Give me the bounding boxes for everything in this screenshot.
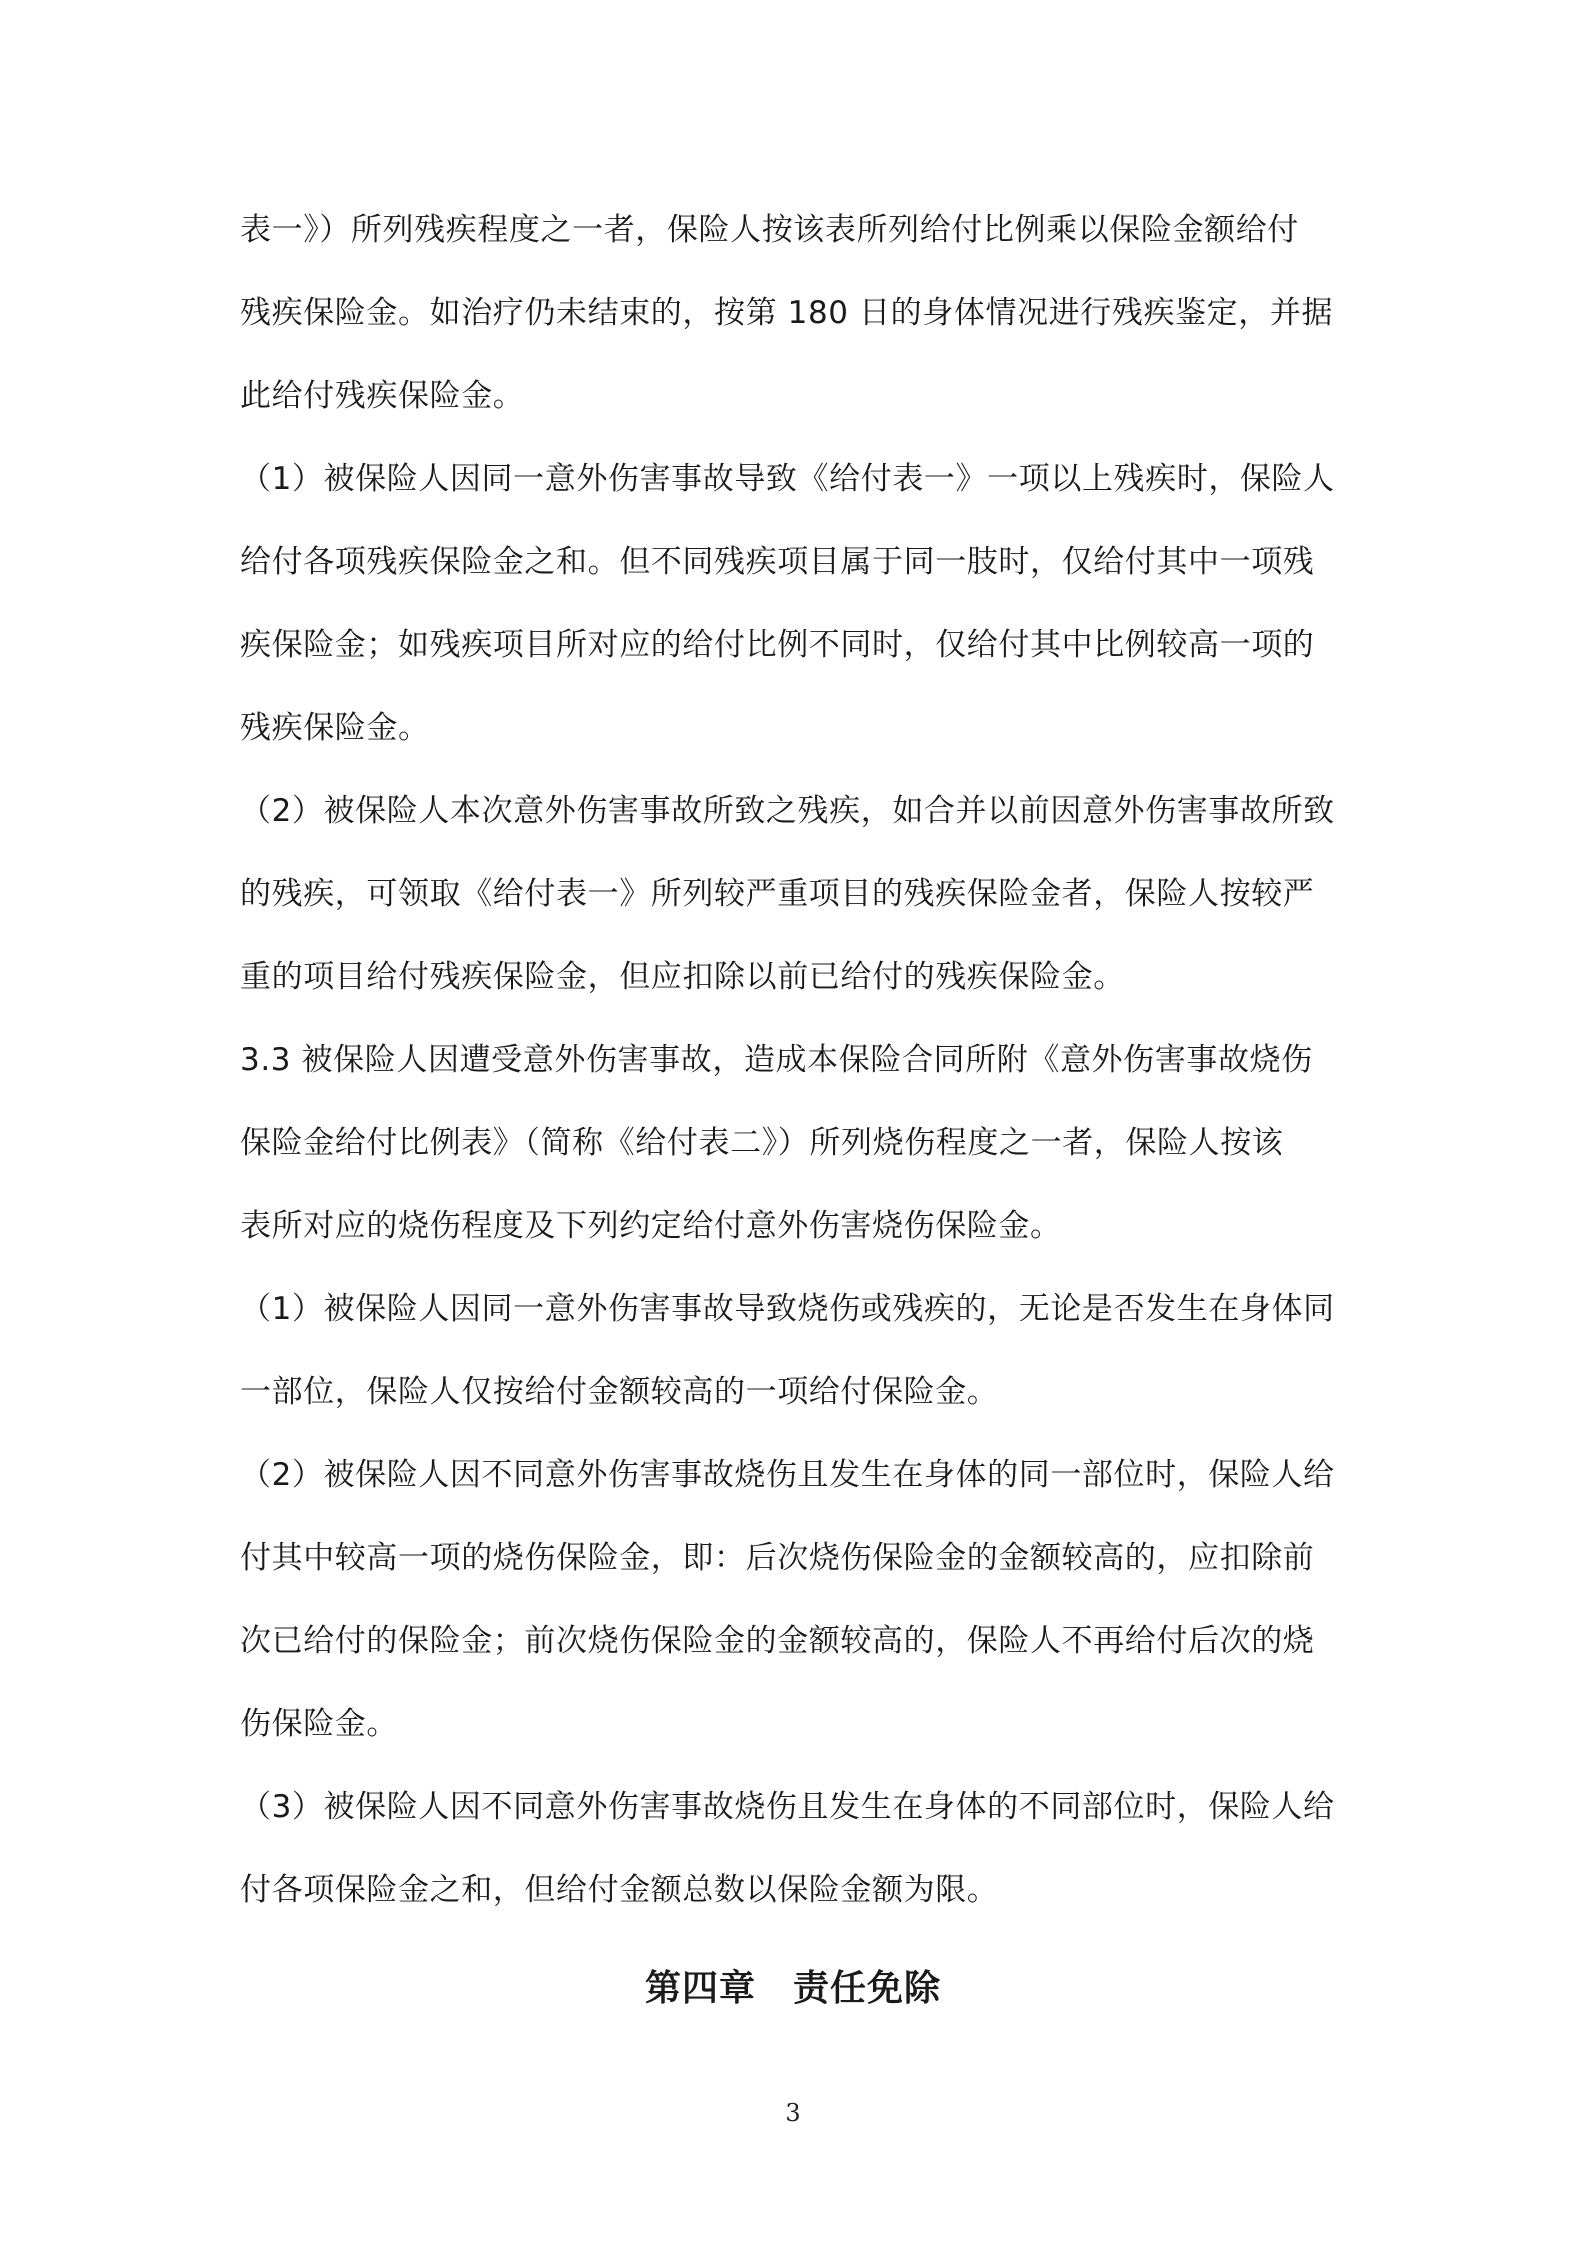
text-line: 给付各项残疾保险金之和。但不同残疾项目属于同一肢时，仅给付其中一项残 xyxy=(240,544,1315,580)
text-line: 次已给付的保险金；前次烧伤保险金的金额较高的，保险人不再给付后次的烧 xyxy=(240,1623,1315,1659)
text-line: 疾保险金；如残疾项目所对应的给付比例不同时，仅给付其中比例较高一项的 xyxy=(240,627,1315,663)
text-line: 一部位，保险人仅按给付金额较高的一项给付保险金。 xyxy=(240,1374,999,1410)
text-line: 的残疾，可领取《给付表一》所列较严重项目的残疾保险金者，保险人按较严 xyxy=(240,876,1315,912)
text-line: （1）被保险人因同一意外伤害事故导致烧伤或残疾的，无论是否发生在身体同 xyxy=(240,1291,1335,1327)
text-line: （3）被保险人因不同意外伤害事故烧伤且发生在身体的不同部位时，保险人给 xyxy=(240,1789,1335,1825)
text-line: 表一》）所列残疾程度之一者，保险人按该表所列给付比例乘以保险金额给付 xyxy=(240,212,1299,248)
text-line: 付其中较高一项的烧伤保险金，即：后次烧伤保险金的金额较高的，应扣除前 xyxy=(240,1540,1315,1576)
text-line: 3.3 被保险人因遭受意外伤害事故，造成本保险合同所附《意外伤害事故烧伤 xyxy=(240,1042,1313,1078)
text-line: （1）被保险人因同一意外伤害事故导致《给付表一》一项以上残疾时，保险人 xyxy=(240,461,1335,497)
text-line: 此给付残疾保险金。 xyxy=(240,378,525,414)
text-line: （2）被保险人因不同意外伤害事故烧伤且发生在身体的同一部位时，保险人给 xyxy=(240,1457,1335,1493)
chapter-heading: 第四章 责任免除 xyxy=(644,1968,941,2009)
text-line: 伤保险金。 xyxy=(240,1706,398,1742)
text-line: 重的项目给付残疾保险金，但应扣除以前已给付的残疾保险金。 xyxy=(240,959,1125,995)
text-line: 保险金给付比例表》（简称《给付表二》）所列烧伤程度之一者，保险人按该 xyxy=(240,1125,1284,1161)
text-line: （2）被保险人本次意外伤害事故所致之残疾，如合并以前因意外伤害事故所致 xyxy=(240,793,1335,829)
text-line: 表所对应的烧伤程度及下列约定给付意外伤害烧伤保险金。 xyxy=(240,1208,1062,1244)
text-line: 残疾保险金。如治疗仍未结束的，按第 180 日的身体情况进行残疾鉴定，并据 xyxy=(240,295,1334,331)
text-line: 残疾保险金。 xyxy=(240,710,430,746)
page-number: 3 xyxy=(785,2099,801,2127)
text-line: 付各项保险金之和，但给付金额总数以保险金额为限。 xyxy=(240,1872,999,1908)
